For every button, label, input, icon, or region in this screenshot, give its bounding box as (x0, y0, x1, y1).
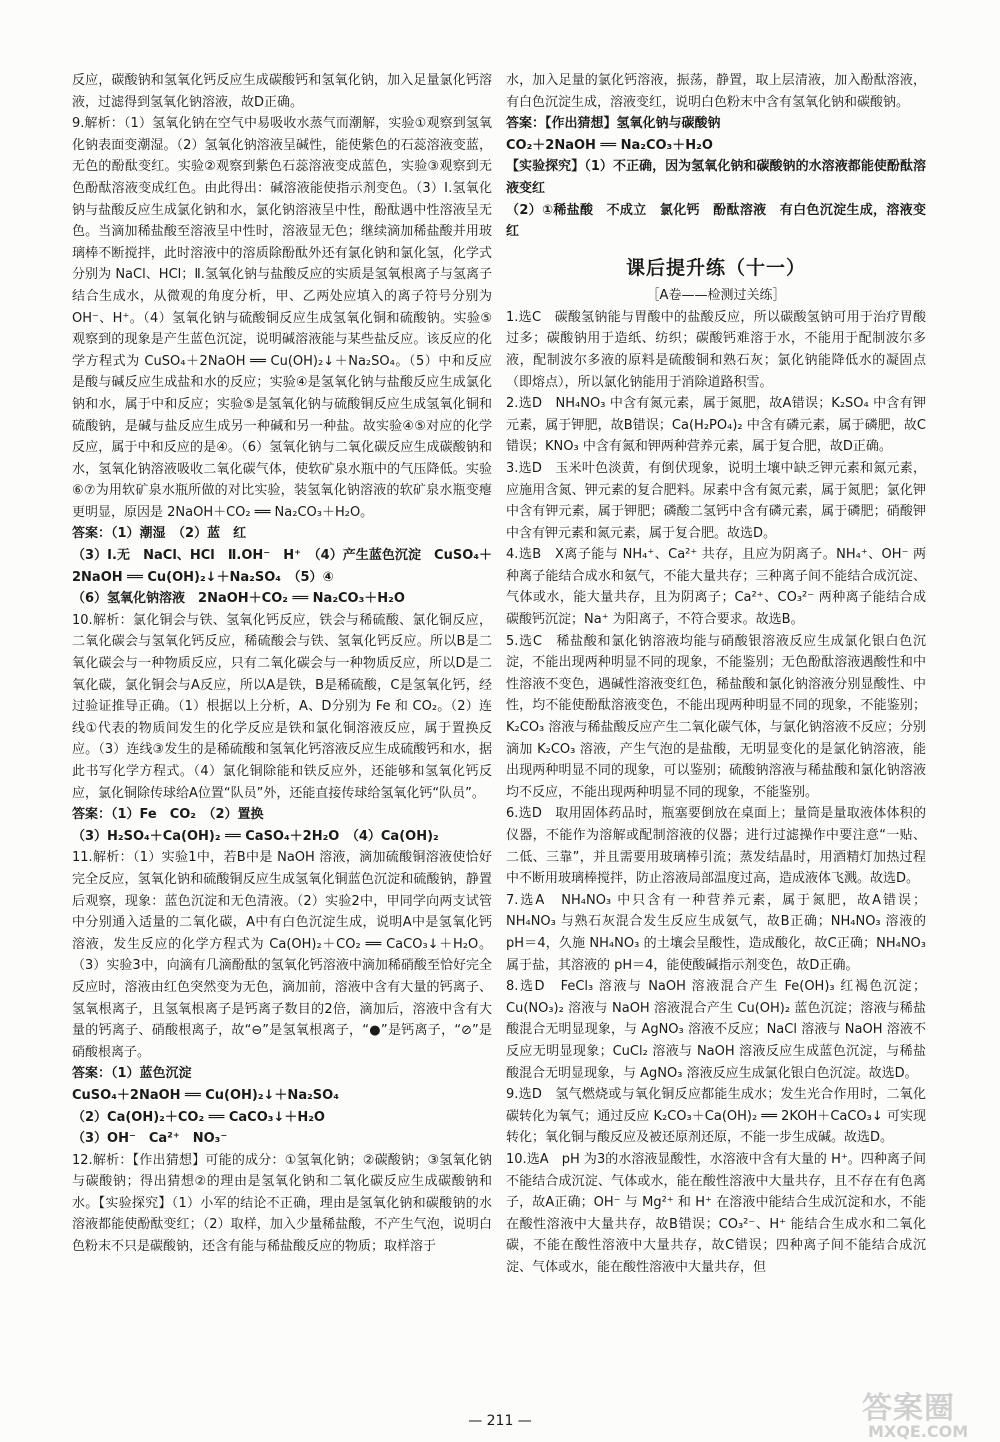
list-item: 4.选B X离子能与 NH₄⁺、Ca²⁺ 共存，且应为阴离子。NH₄⁺、OH⁻ 两种离子能结合成水和氨气，不能大量共存；三种离子间不能结合成沉淀、气体或水，能大量共存，且为阴离子；Ca²⁺、CO₃²⁻ 两种离子能结合成碳酸钙沉淀；Na⁺ 为阳离子，不符合要求。故选B。 (506, 547, 926, 628)
question-11-analysis: 11.解析：（1）实验1中，若B中是 NaOH 溶液，滴加硫酸铜溶液使恰好完全反应，氢氧化钠和硫酸铜反应生成氢氧化铜蓝色沉淀和硫酸钠，静置后观察，现象：蓝色沉淀和无色清液。（2）实验2中，甲同学向两支试管中分别通入适量的二氧化碳，A中有白色沉淀生成，说明A中是氢氧化钙溶液，发生反应的化学方程式为 Ca(OH)₂＋CO₂ ══ CaCO₃↓＋H₂O。（3）实验3中，向滴有几滴酚酞的氢氧化钙溶液中滴加稀硝酸至恰好完全反应时，溶液由红色突然变为无色，滴加前，溶液中含有大量的钙离子、氢氧根离子，且氢氧根离子是钙离子数目的2倍，滴加后，溶液中含有大量的钙离子、硝酸根离子，故“⊖”是氢氧根离子，“●”是钙离子，“⊘”是硝酸根离子。 (72, 850, 492, 1060)
page-number: — 211 — (468, 1413, 532, 1429)
list-item: 3.选D 玉米叶色淡黄，有倒伏现象，说明土壤中缺乏钾元素和氮元素，应施用含氮、钾元素的复合肥料。尿素中含有氮元素，属于氮肥；氯化钾中含有钾元素，属于钾肥；磷酸二氢钙中含有磷元素，属于磷肥；硝酸钾中含有钾元素和氮元素，属于复合肥。故选D。 (506, 460, 926, 541)
watermark-url: MXQE.COM (868, 1422, 969, 1441)
question-9-answer: （6）氢氧化钠溶液 2NaOH＋CO₂ ══ Na₂CO₃＋H₂O (72, 591, 405, 607)
question-12-answer: 答案：【作出猜想】氢氧化钠与碳酸钠 (506, 116, 721, 132)
question-10-answer: 答案：（1）Fe CO₂ （2）置换 (72, 807, 264, 823)
question-12-analysis: 12.解析：【作出猜想】可能的成分：①氢氧化钠；②碳酸钠；③氢氧化钠与碳酸钠；得出猜想②的理由是氢氧化钠和二氧化碳反应生成碳酸钠和水。【实验探究】（1）小军的结论不正确，理由是氢氧化钠和碳酸钠的水溶液都能使酚酞变红；（2）取样，加入少量稀盐酸，不产生气泡，说明白色粉末不只是碳酸钠，还含有能与稀盐酸反应的物质；取样溶于 (72, 1152, 492, 1255)
list-item: 8.选D FeCl₃ 溶液与 NaOH 溶液混合产生 Fe(OH)₃ 红褐色沉淀；Cu(NO₃)₂ 溶液与 NaOH 溶液混合产生 Cu(OH)₂ 蓝色沉淀；溶液与稀盐酸混合无明显现象，与 AgNO₃ 溶液不反应；NaCl 溶液与 NaOH 溶液不反应无明显现象；CuCl₂ 溶液与 NaOH 溶液反应生成蓝色沉淀，与稀盐酸混合无明显现象，与 AgNO₃ 溶液反应生成氯化银白色沉淀。故选D。 (506, 979, 926, 1081)
section-title: 课后提升练（十一） (625, 256, 806, 279)
list-item: 7.选A NH₄NO₃ 中只含有一种营养元素，属于氮肥，故A错误；NH₄NO₃ 与熟石灰混合发生反应生成氨气，故B正确；NH₄NO₃ 溶液的 pH＝4，久施 NH₄NO₃ 的土壤会呈酸性，造成酸化，故C正确；NH₄NO₃ 属于盐，其溶液的 pH＝4，能使酸碱指示剂变色，故D正确。 (506, 892, 931, 973)
right-column (506, 70, 931, 1278)
list-item: 6.选D 取用固体药品时，瓶塞要倒放在桌面上；量筒是量取液体体积的仪器，不能作为溶解或配制溶液的仪器；进行过滤操作中要注意“一贴、二低、三靠”，并且需要用玻璃棒引流；蒸发结晶时，用酒精灯加热过程中不断用玻璃棒搅拌，防止溶液局部温度过高，造成液体飞溅。故选D。 (506, 806, 926, 887)
question-9-answer: 答案：（1）潮湿 （2）蓝 红 (72, 526, 247, 542)
list-item: 2.选D NH₄NO₃ 中含有氮元素，属于氮肥，故A错误；K₂SO₄ 中含有钾元素，属于钾肥，故B错误；Ca(H₂PO₄)₂ 中含有磷元素，属于磷肥，故C错误；KNO₃ 中含有氮和钾两种营养元素，属于复合肥，故D正确。 (506, 396, 926, 455)
left-column (72, 70, 497, 1258)
paragraph: 反应，碳酸钠和氢氧化钙反应生成碳酸钙和氢氧化钠，加入足量氯化钙溶液，过滤得到氢氧化钠溶液，故D正确。 (72, 73, 492, 110)
question-9-answer: （3）Ⅰ.无 NaCl、HCl Ⅱ.OH⁻ H⁺ （4）产生蓝色沉淀 CuSO₄＋2NaOH ══ Cu(OH)₂↓＋Na₂SO₄ （5）④ (72, 548, 492, 585)
list-item: 5.选C 稀盐酸和氯化钠溶液均能与硝酸银溶液反应生成氯化银白色沉淀，不能出现两种明显不同的现象，不能鉴别；无色酚酞溶液遇酸性和中性溶液不变色，遇碱性溶液变红色，稀盐酸和氯化钠溶液分别显酸性、中性，均不能使酚酞溶液变色，不能出现两种明显不同的现象，不能鉴别；K₂CO₃ 溶液与稀盐酸反应产生二氧化碳气体，与氯化钠溶液不反应；分别滴加 K₂CO₃ 溶液，产生气泡的是盐酸，无明显变化的是氯化钠溶液，能出现两种明显不同的现象，可以鉴别；硫酸钠溶液与稀盐酸和氯化钠溶液均不反应，不能出现两种明显不同的现象，不能鉴别。 (506, 633, 926, 800)
question-11-answer: CuSO₄＋2NaOH ══ Cu(OH)₂↓＋Na₂SO₄ (72, 1087, 339, 1103)
list-item: 10.选A pH 为3的水溶液显酸性，水溶液中含有大量的 H⁺。四种离子间不能结合成沉淀、气体或水，能在酸性溶液中大量共存，且不存在有色离子，故A正确；OH⁻ 与 Mg²⁺ 和 H⁺ 在溶液中能结合生成沉淀和水，不能在酸性溶液中大量共存，故B错误；CO₃²⁻、H⁺ 能结合生成水和二氧化碳，不能在酸性溶液中大量共存，故C错误；四种离子间不能结合成沉淀、气体或水，能在酸性溶液中大量共存，但 (506, 1151, 926, 1275)
question-12-answer: 【实验探究】（1）不正确，因为氢氧化钠和碳酸钠的水溶液都能使酚酞溶液变红 (506, 159, 926, 196)
question-11-answer: （2）Ca(OH)₂＋CO₂ ══ CaCO₃↓＋H₂O (72, 1109, 325, 1125)
list-item: 9.选D 氢气燃烧或与氧化铜反应都能生成水；发生光合作用时，二氧化碳转化为氧气；通过反应 K₂CO₃＋Ca(OH)₂ ══ 2KOH＋CaCO₃↓ 可实现转化；氧化铜与酸反应及被还原剂还原，不能一步生成碱。故选D。 (506, 1087, 926, 1146)
question-12-answer: CO₂＋2NaOH ══ Na₂CO₃＋H₂O (506, 137, 713, 153)
watermark-logo: 答案圈 (862, 1391, 955, 1426)
question-11-answer: （3）OH⁻ Ca²⁺ NO₃⁻ (72, 1131, 228, 1147)
question-12-answer: （2）①稀盐酸 不成立 氯化钙 酚酞溶液 有白色沉淀生成，溶液变红 (506, 202, 926, 240)
question-9-analysis: 9.解析：（1）氢氧化钠在空气中易吸收水蒸气而潮解，实验①观察到氢氧化钠表面变潮湿。（2）氢氧化钠溶液呈碱性，能使紫色的石蕊溶液变蓝，无色的酚酞变红。实验②观察到紫色石蕊溶液变成蓝色，实验③观察到无色酚酞溶液变成红色。由此得出：碱溶液能使指示剂变色。（3）Ⅰ.氢氧化钠与盐酸反应生成氯化钠和水，氯化钠溶液呈中性，酚酞遇中性溶液呈无色。当滴加稀盐酸至溶液呈中性时，溶液显无色；继续滴加稀盐酸并用玻璃棒不断搅拌，此时溶液中的溶质除酚酞外还有氯化钠和氯化氢，化学式分别为 NaCl、HCl；Ⅱ.氢氧化钠与盐酸反应的实质是氢氧根离子与氢离子结合生成水，从微观的角度分析，甲、乙两处应填入的离子符号分别为 OH⁻、H⁺。（4）氢氧化钠与硫酸铜反应生成氢氧化铜和硫酸钠。实验⑤观察到的现象是产生蓝色沉淀，说明碱溶液能与某些盐反应。该反应的化学方程式为 CuSO₄＋2NaOH ══ Cu(OH)₂↓＋Na₂SO₄。（5）中和反应是酸与碱反应生成盐和水的反应；实验④是氢氧化钠与盐酸反应生成氯化钠和水，属于中和反应；实验⑤是氢氧化钠与硫酸铜反应生成氢氧化铜和硫酸钠，是碱与盐反应生成另一种碱和另一种盐。故实验④⑤对应的化学反应，属于中和反应的是④。（6）氢氧化钠与二氧化碳反应生成碳酸钠和水，氢氧化钠溶液吸收二氧化碳气体，使软矿泉水瓶中的气压降低。实验⑥⑦为用软矿泉水瓶所做的对比实验，装氢氧化钠溶液的软矿泉水瓶变瘪更明显，原因是 2NaOH＋CO₂ ══ Na₂CO₃＋H₂O。 (72, 116, 497, 520)
section-subtitle: ［A卷——检测过关练］ (646, 287, 786, 303)
question-10-answer: （3）H₂SO₄＋Ca(OH)₂ ══ CaSO₄＋2H₂O （4）Ca(OH)₂ (72, 828, 439, 844)
question-12-continued: 水，加入足量的氯化钙溶液，振荡，静置，取上层清液，加入酚酞溶液，有白色沉淀生成，溶液变红，说明白色粉末中含有氢氧化钠和碳酸钠。 (506, 73, 926, 110)
question-11-answer: 答案：（1）蓝色沉淀 (72, 1066, 192, 1082)
question-10-analysis: 10.解析：氯化铜会与铁、氢氧化钙反应，铁会与稀硫酸、氯化铜反应，二氧化碳会与氢氧化钙反应，稀硫酸会与铁、氢氧化钙反应。所以B是二氧化碳会与一种物质反应，只有二氧化碳会与一种物质反应，所以D是二氧化碳，氯化铜会与A反应，所以A是铁，B是稀硫酸，C是氢氧化钙，经过验证推导正确。（1）根据以上分析，A、D分别为 Fe 和 CO₂。（2）连线①代表的物质间发生的化学反应是铁和氯化铜溶液反应，属于置换反应。（3）连线③发生的是稀硫酸和氢氧化钙溶液反应生成硫酸钙和水，据此书写化学方程式。（4）氯化铜除能和铁反应外，还能够和氢氧化钙反应，氯化铜除传球给A位置“队员”外，还能直接传球给氢氧化钙“队员”。 (72, 612, 492, 801)
list-item: 1.选C 碳酸氢钠能与胃酸中的盐酸反应，所以碳酸氢钠可用于治疗胃酸过多；碳酸钠用于造纸、纺织；碳酸钙难溶于水，不能用于配制波尔多液，配制波尔多液的原料是硫酸铜和熟石灰；氯化钠能降低水的凝固点（即熔点），所以氯化钠能用于消除道路积雪。 (506, 309, 926, 390)
